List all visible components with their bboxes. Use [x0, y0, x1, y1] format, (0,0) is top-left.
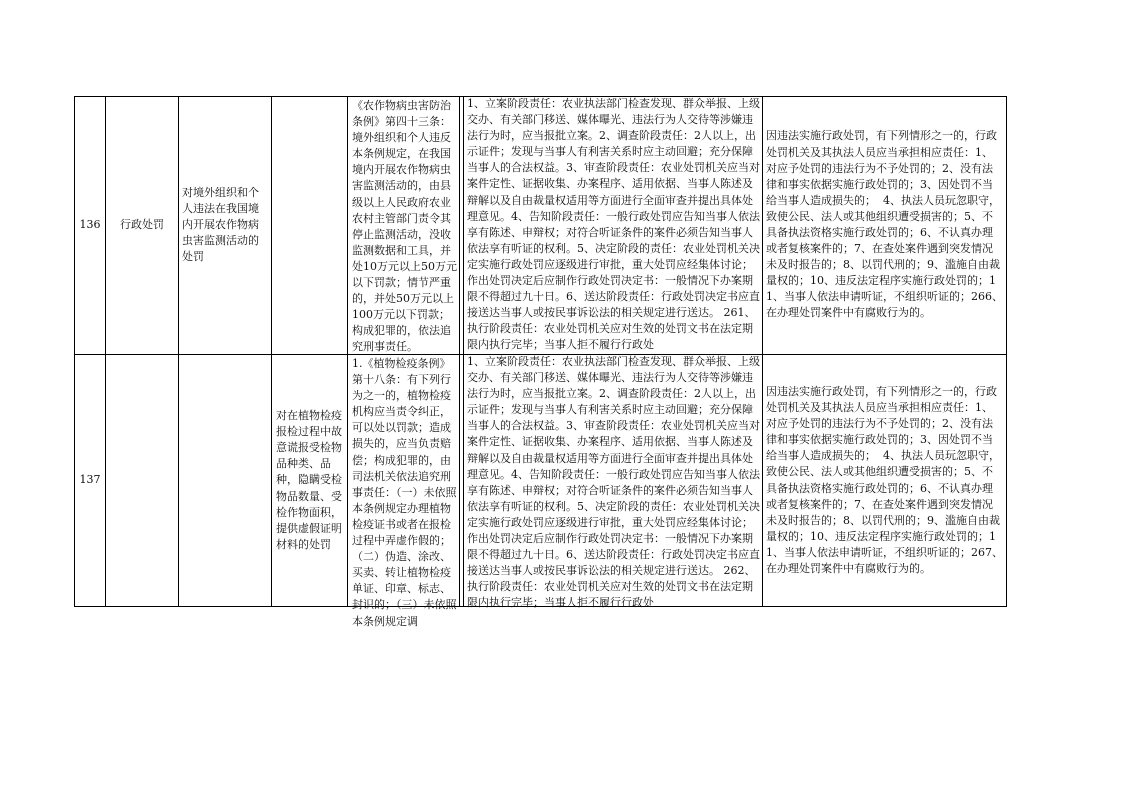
row-number-cell	[74, 354, 105, 607]
subitem-cell	[271, 96, 347, 354]
duties-text: 1、立案阶段责任：农业执法部门检查发现、群众举报、上级交办、有关部门移送、媒体曝光、违法行为人交待等涉嫌违法行为时，应当报批立案。2、调查阶段责任：2人以上，出示证件；发现与当事人有利害关系时应主动回避；充分保障当事人的合法权益。3、审查阶段责任：农业处罚机关应当对案件定性、证据收集、办案程序、适用依据、当事人陈述及辩解以及自由裁量权适用等方面进行全面审查并提出具体处理意见。4、告知阶段责任：一般行政处罚应告知当事人依法享有陈述、申辩权；对符合听证条件的案件必须告知当事人依法享有听证的权利。5、决定阶段的责任：农业处罚机关决定实施行政处罚应逐级进行审批，重大处罚应经集体讨论；作出处罚决定后应制作行政处罚决定书：一般情况下办案期限不得超过九十日。6、送达阶段责任：行政处罚决定书应直接送达当事人或按民事诉讼法的相关规定进行送达。 261、执行阶段责任：农业处罚机关应对生效的处罚文书在法定期限内执行完毕；当事人拒不履行行政处	[467, 97, 760, 352]
duties-cell	[463, 96, 762, 354]
liability-cell	[762, 354, 1007, 607]
row-number-cell	[74, 96, 105, 354]
row-number: 136	[79, 217, 101, 231]
row-number: 137	[79, 473, 101, 487]
liability-text: 因违法实施行政处罚，有下列情形之一的，行政处罚机关及其执法人员应当承担相应责任：1、对应予处罚的违法行为不予处罚的；2、没有法律和事实依据实施行政处罚的；3、因处罚不当给当事人造成损失的； 4、执法人员玩忽职守，致使公民、法人或其他组织遭受损害的；5、不具备执法资格实施行政处罚的；6、不认真办理或者复核案件的；7、在查处案件遇到突发情况未及时报告的；8、以罚代刑的；9、滥施自由裁量权的；10、违反法定程序实施行政处罚的；11、当事人依法申请听证，不组织听证的；266、在办理处罚案件中有腐败行为的。	[766, 129, 1003, 320]
subitem-cell	[271, 354, 347, 607]
duties-cell	[463, 354, 762, 610]
basis-cell	[347, 354, 460, 628]
table-row	[74, 96, 1007, 354]
basis-text: 《农作物病虫害防治条例》第四十三条：境外组织和个人违反本条例规定，在我国境内开展农作物病虫害监测活动的，由县级以上人民政府农业农村主管部门责令其停止监测活动，没收监测数据和工具，并处10万元以上50万元以下罚款；情节严重的，并处50万元以上100万元以下罚款；构成犯罪的，依法追究刑事责任。	[352, 99, 457, 354]
subitem-text	[272, 96, 347, 354]
basis-cell	[347, 96, 460, 354]
item-text	[179, 354, 271, 607]
duties-text: 1、立案阶段责任：农业执法部门检查发现、群众举报、上级交办、有关部门移送、媒体曝光、违法行为人交待等涉嫌违法行为时，应当报批立案。2、调查阶段责任：2人以上，出示证件；发现与当事人有利害关系时应主动回避；充分保障当事人的合法权益。3、审查阶段责任：农业处罚机关应当对案件定性、证据收集、办案程序、适用依据、当事人陈述及辩解以及自由裁量权适用等方面进行全面审查并提出具体处理意见。4、告知阶段责任：一般行政处罚应告知当事人依法享有陈述、申辩权；对符合听证条件的案件必须告知当事人依法享有听证的权利。5、决定阶段的责任：农业处罚机关决定实施行政处罚应逐级进行审批，重大处罚应经集体讨论；作出处罚决定后应制作行政处罚决定书：一般情况下办案期限不得超过九十日。6、送达阶段责任：行政处罚决定书应直接送达当事人或按民事诉讼法的相关规定进行送达。 262、执行阶段责任：农业处罚机关应对生效的处罚文书在法定期限内执行完毕；当事人拒不履行行政处	[467, 355, 760, 610]
item-text: 对境外组织和个人违法在我国境内开展农作物病虫害监测活动的处罚	[182, 185, 259, 264]
liability-cell	[762, 96, 1007, 354]
subitem-text: 对在植物检疫报检过程中故意谎报受检物品种类、品种，隐瞒受检物品数量、受检作物面积，提供虚假证明材料的处罚	[276, 409, 342, 551]
table-row	[74, 354, 1007, 628]
category-cell	[105, 354, 178, 607]
liability-text: 因违法实施行政处罚，有下列情形之一的，行政处罚机关及其执法人员应当承担相应责任：1、对应予处罚的违法行为不予处罚的；2、没有法律和事实依据实施行政处罚的；3、因处罚不当给当事人造成损失的； 4、执法人员玩忽职守，致使公民、法人或其他组织遭受损害的；5、不具备执法资格实施行政处罚的；6、不认真办理或者复核案件的；7、在查处案件遇到突发情况未及时报告的；8、以罚代刑的；9、滥施自由裁量权的；10、违反法定程序实施行政处罚的；11、当事人依法申请听证，不组织听证的；267、在办理处罚案件中有腐败行为的。	[766, 384, 1003, 575]
basis-text: 1.《植物检疫条例》第十八条：有下列行为之一的，植物检疫机构应当责令纠正，可以处以罚款；造成损失的，应当负责赔偿；构成犯罪的，由司法机关依法追究刑事责任：（一）未依照本条例规定办理植物检疫证书或者在报检过程中弄虚作假的；（二）伪造、涂改、买卖、转让植物检疫单证、印章、标志、封识的；（三）未依照本条例规定调	[352, 357, 457, 628]
item-cell	[178, 354, 271, 607]
item-cell	[178, 96, 271, 354]
category-cell	[105, 96, 178, 354]
category-text	[106, 354, 178, 607]
category-text: 行政处罚	[120, 217, 164, 231]
